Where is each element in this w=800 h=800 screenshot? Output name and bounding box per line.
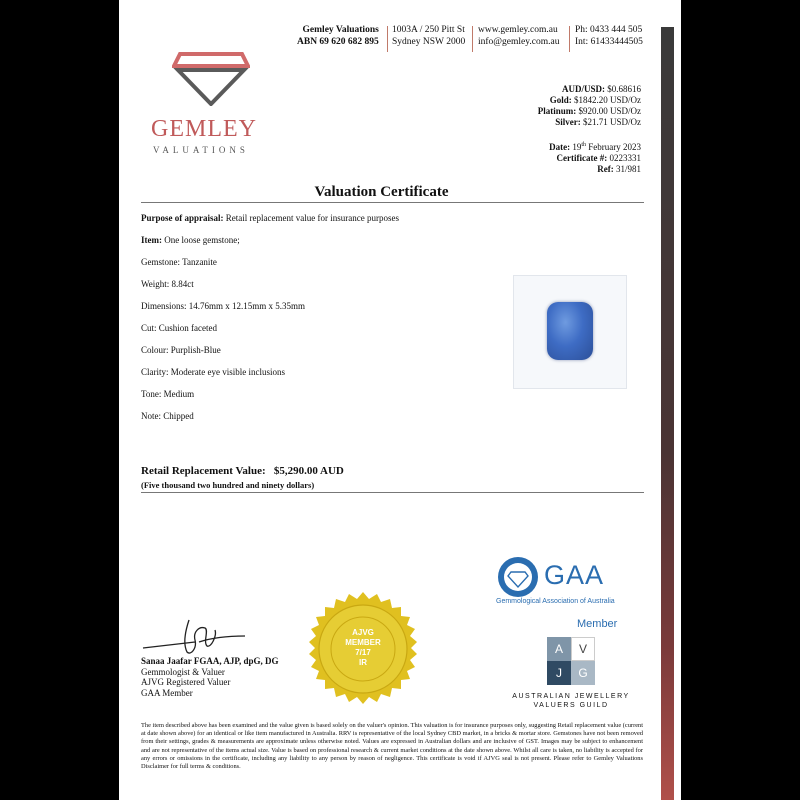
aud-usd-value: $0.68616: [607, 84, 641, 94]
website-link[interactable]: www.gemley.com.au: [478, 25, 558, 35]
value-label: Retail Replacement Value:: [141, 465, 266, 477]
disclaimer-text: The item described above has been examined and the value given is based solely on the valuer's opinion. This valuation is for insurance purposes only, suggesting Retail replacement value (current at date shown above) for an identical or like item manufactured in Australia. RRV is representative of the local Sydney CBD market, in a bricks & mortar store. Gemstones have not been removed from their settings, grades & measurements are approximate unless otherwise noted. Values are expressed in Australian dollars and are inclusive of GST. Images may be subject to enhancement and are not representative of the items actual size. Value is based on professional research & current market conditions at the date shown above. Whilst all care is taken, no liability is accepted for any errors or omissions in the certificate, including any liability to any person by reason of negligence. This certificate is void if AJVG seal is not present. Please refer to Gemley Valuations Disclaimer for full terms & conditions.: [141, 722, 643, 771]
silver-label: Silver:: [555, 117, 581, 127]
note-field: Note: Chipped: [141, 411, 194, 421]
email-link[interactable]: info@gemley.com.au: [478, 37, 560, 47]
value-amount: $5,290.00 AUD: [273, 465, 344, 477]
seal-text: [304, 628, 422, 668]
gaa-wordmark: GAA: [544, 560, 605, 590]
title-rule: [141, 202, 644, 203]
seal-line-3: 7/17: [355, 648, 371, 657]
intl-number: Int: 61433444505: [575, 37, 643, 47]
ref-label: Ref:: [597, 164, 614, 174]
colour-field: Colour: Purplish-Blue: [141, 345, 221, 355]
value-in-words: (Five thousand two hundred and ninety dollars): [141, 480, 315, 490]
gemstone-photo: [513, 275, 627, 389]
gaa-member-label: Member: [577, 618, 618, 630]
ajvg-tile-j: J: [547, 661, 571, 685]
company-name: Gemley Valuations: [302, 25, 379, 35]
dimensions-field: Dimensions: 14.76mm x 12.15mm x 5.35mm: [141, 301, 306, 311]
certificate-meta: [549, 140, 641, 175]
replacement-value: [141, 465, 344, 477]
header-divider: [387, 26, 388, 52]
ajvg-line-1: AUSTRALIAN JEWELLERY: [512, 693, 630, 700]
phone-number: Ph: 0433 444 505: [575, 25, 643, 35]
tone-field: Tone: Medium: [141, 389, 195, 399]
cut-field: Cut: Cushion faceted: [141, 323, 217, 333]
seal-line-1: AJVG: [352, 628, 374, 637]
metal-rates: [538, 84, 641, 128]
clarity-field: Clarity: Moderate eye visible inclusions: [141, 367, 285, 377]
company-abn: ABN 69 620 682 895: [297, 37, 379, 47]
seal-line-2: MEMBER: [345, 638, 381, 647]
date-rest: February 2023: [588, 142, 641, 152]
ajvg-wordmark: [505, 692, 637, 710]
address-line-1: 1003A / 250 Pitt St: [392, 25, 465, 35]
item-value: One loose gemstone;: [164, 235, 240, 245]
header-web: [478, 24, 559, 48]
silver-value: $21.71 USD/Oz: [583, 117, 641, 127]
ajvg-line-2: VALUERS GUILD: [533, 702, 609, 709]
header-phone: [575, 24, 643, 48]
page-title: Valuation Certificate: [314, 184, 449, 200]
gemstone-field: Gemstone: Tanzanite: [141, 257, 217, 267]
ajvg-tile-v: V: [571, 637, 595, 661]
weight-field: Weight: 8.84ct: [141, 279, 194, 289]
gaa-fullname: Gemmological Association of Australia: [496, 598, 615, 605]
date-suffix: th: [581, 142, 586, 148]
ajvg-tile-a: A: [547, 637, 571, 661]
gaa-emblem-icon: [497, 556, 539, 598]
signatory: [141, 656, 279, 698]
seal-line-4: IR: [359, 658, 367, 667]
purpose-value: Retail replacement value for insurance purposes: [225, 213, 399, 223]
platinum-label: Platinum:: [537, 106, 577, 116]
header-divider: [569, 26, 570, 52]
platinum-value: $920.00 USD/Oz: [578, 106, 641, 116]
header-company: [297, 24, 379, 48]
date-label: Date:: [549, 142, 571, 152]
signatory-role-3: GAA Member: [141, 687, 193, 698]
item-field: [141, 235, 240, 245]
header-divider: [472, 26, 473, 52]
cert-label: Certificate #:: [556, 153, 608, 163]
aud-usd-label: AUD/USD:: [561, 84, 605, 94]
gold-value: $1842.20 USD/Oz: [574, 95, 641, 105]
signatory-name: Sanaa Jaafar FGAA, AJP, dpG, DG: [141, 656, 279, 666]
ajvg-tile-g: G: [571, 661, 595, 685]
gold-label: Gold:: [549, 95, 572, 105]
signatory-role-2: AJVG Registered Valuer: [141, 677, 231, 687]
purpose-field: [141, 213, 399, 223]
gemley-logo-icon: [172, 50, 250, 106]
certificate-page: [119, 0, 681, 800]
side-band: [661, 27, 674, 800]
item-label: Item:: [141, 235, 162, 245]
logo-subtitle: VALUATIONS: [153, 145, 249, 155]
gemstone-image-icon: [547, 302, 593, 360]
date-day: 19: [572, 142, 582, 152]
cert-number: 0223331: [609, 153, 641, 163]
ajvg-logo: [547, 637, 595, 685]
signatory-role-1: Gemmologist & Valuer: [141, 666, 225, 677]
value-rule: [141, 492, 644, 493]
ref-number: 31/981: [615, 164, 641, 174]
signature-icon: [141, 612, 251, 658]
header-address: [392, 24, 465, 48]
purpose-label: Purpose of appraisal:: [141, 213, 224, 223]
logo-wordmark: GEMLEY: [151, 116, 257, 142]
address-line-2: Sydney NSW 2000: [392, 37, 466, 47]
